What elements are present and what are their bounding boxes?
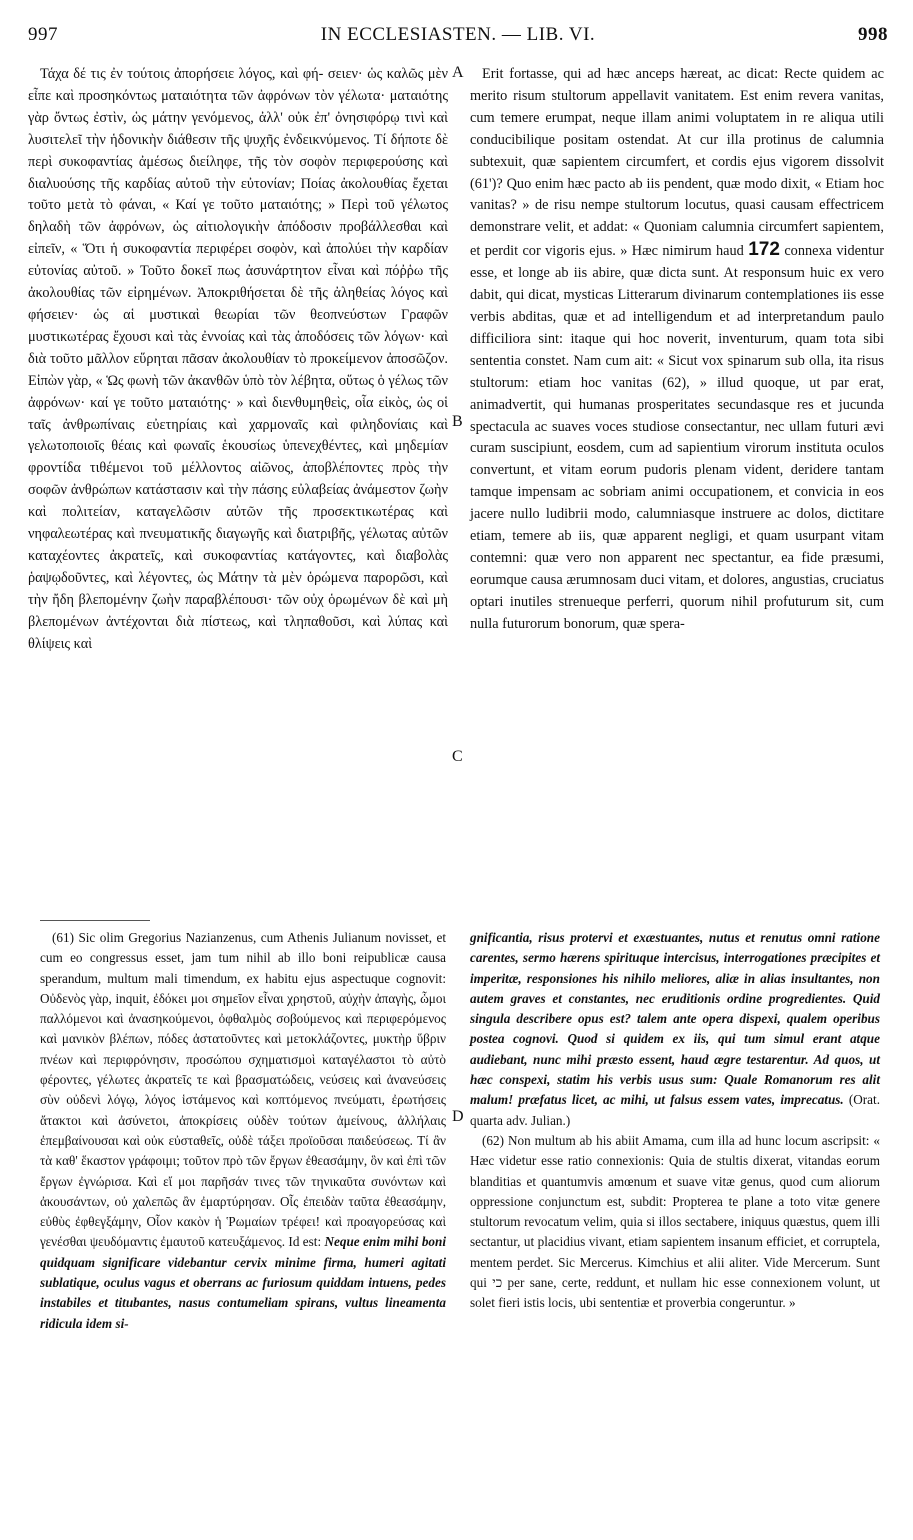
footnote-61-source: (Orat. quarta adv. Julian.)	[470, 1092, 880, 1128]
latin-text-part-2: connexa videntur esse, et longe ab iis abire, quæ dicta sunt. At responsum huic ex vero dabit, qui dicat, mysticas Litterarum divinarum contemplationes iis esse verbis abditas, quæ et ad intelligendum et ad interpretandum paulo difficiliora sint: itaque qui hoc noverit, inventurum, quam tota sibi sententia constet. Nam cum ait: « Sicut vox spinarum sub olla, ita risus stultorum: etiam hoc vanitas (62), » illud quoque, ut par erat, animadvertit, qui humanas prosperitates secundasque res et jucunda spectacula ac suaves voces studiose consectantur, nec ullam futuri ævi curam suscipiunt, eosdem, cum ad sapientium virorum instituta oculos convertunt, et vitam eorum pudoris plenam vident, deridere tantam tamque impensam ac sobriam animi occupationem, et convicia in eos jacere nullo ludibrii modo, calumniasque instruere ac dolos, dictitare etiam, temere ab iis, quæ apparent negligi, et quam usurpant vitam contemni: quæ vero non apparent nec spectantur, ea fide præsumi, eorumque causa ærumnosam duci vitam, et dolores, angustias, cruciatus optari inutiles strenueque perferri, quorum nihil profuturum sit, cum nulla futurorum bonorum, quæ spera-	[470, 243, 885, 632]
footnote-61	[40, 928, 446, 1334]
footnote-column-right	[470, 928, 880, 1518]
greek-text-column	[28, 64, 448, 844]
footnote-61-latin-end: gnificantia, risus protervi et exæstuantes, nutus et renutus omni ratione carentes, sermo hærens spirituque intercisus, interrogationes præcipites et imperitæ, responsiones his nihilo meliores, aliæ in alias insultantes, non autem graves et constantes, nec eruditionis ordine progredientes. Quid singula describere opus est? talem ante opera dispexi, qualem operibus postea cognovi. Quod si quidem ex iis, qui tum simul erant atque audiebant, nunc mihi præsto essent, haud ægre testarentur. Ad quos, ut hæc conspexi, statim his verbis usus sum: Quale Romanorum res alit malum! præfatus licet, ac mihi, ut falsus essem vates, imprecatus.	[470, 930, 880, 1108]
page-header	[28, 24, 888, 60]
footnote-61-continued	[470, 928, 880, 1131]
footnote-divider	[40, 920, 150, 921]
margin-marker-b: B	[452, 413, 463, 430]
latin-text-part-1: Erit fortasse, qui ad hæc anceps hæreat, ac dicat: Recte quidem ac merito risum stultorum appellavit vanitatem. Est enim revera vanitas, cum temere erumpat, neque illam animi voluptatem in re aliqua utili conducibilique positam ostendat. At cur illa protinus de calumnia subtexuit, quæ sapientem circumfert, et cordis ejus vigorem dissolvit (61')? Quo enim hæc pacto ab iis pendent, quæ modo dixit, « Etiam hoc vanitas? » de risu nempe stultorum locutus, quasi causam effectricem demonstrare velit, et addat: « Quoniam calumnia circumfert sapientem, et perdit cor vigoris ejus. » Hæc nimirum haud	[470, 66, 884, 260]
column-number: 172	[748, 239, 780, 261]
margin-marker-a: A	[452, 64, 464, 81]
greek-paragraph: Τάχα δέ τις ἐν τούτοις ἀπορήσειε λόγος, καὶ φή- σειεν· ὡς καλῶς μὲν εἶπε καὶ προσηκόντως ματαιότητα τῶν ἀφρόνων τὸν γέλωτα· ματαιότης γὰρ ὄντως ἐστὶν, ὡς μάτην γενόμενος, ἀλλ' οὐκ ἐπ' ὀνησιφόρῳ τινὶ καὶ λυσιτελεῖ τὴν ἡδονικὴν διάθεσιν τῆς ψυχῆς ἐνδεικνύμενος. Τί δήποτε δὲ περὶ συκοφαντίας ἀμέσως διείληφε, τῆς τὸν σοφὸν περιφερούσης καὶ διαλυούσης τῆς καρδίας αὐτοῦ τὴν εὐτονίαν; Ποίας ἀκολουθίας ἔχεται τοῦτο μετὰ τὸ φάναι, « Καί γε τοῦτο ματαιότης; » Περὶ τοῦ γέλωτος δηλαδὴ τῶν ἀφρόνων, ὡς αἰτιολογικὴν ἀπόδοσιν προβάλλεσθαι καὶ εἰπεῖν, « Ὅτι ἡ συκοφαντία περιφέρει σοφὸν, καὶ ἀπολύει τὴν καρδίαν εὐτονίας αὐτοῦ. » Τοῦτο δοκεῖ πως ἀσυνάρτητον εἶναι καὶ πόῤῥω τῆς ἀκολουθίας τῶν εἰρημένων. Ἀποκριθήσεται δὲ τῆς ἀληθείας λόγος καὶ φήσειεν· ὡς αἱ μυστικαὶ θεωρίαι τῶν θεοπνεύστων Γραφῶν μυστικωτέρας ἔχουσι καὶ τὰς ἐννοίας καὶ τὰς ἀποδόσεις τῶν λόγων· καὶ διὰ τοῦτο μᾶλλον εὕρηται πᾶσαν ἀκολουθίαν τὸ προκείμενον ἀποσῶζον. Εἰπὼν γὰρ, « Ὡς φωνὴ τῶν ἀκανθῶν ὑπὸ τὸν λέβητα, οὕτως ὁ γέλως τῶν ἀφρόνων· καί γε τοῦτο ματαιότης· » καὶ διενθυμηθεὶς, οἷα εἰκὸς, ὡς οἱ ταῖς ἀνθρωπίναις εὐετηρίαις καὶ χαρμοναῖς καὶ φιληδονίαις καὶ γελωτοποιοῖς θέαις καὶ φωναῖς ἑκουσίως ὑπενεχθέντες, καὶ μηδεμίαν φροντίδα τιθέμενοι τοῦ μέλλοντος αἰῶνος, ἀποβλέποντες πρὸς τὴν σοφῶν ἀνθρώπων κατάστασιν καὶ τὴν πάσης εὐλαβείας ἀνάμεστον ζωὴν καὶ πολιτείαν, καταγελῶσιν αὐτῶν τῆς προσεκτικωτέρας καὶ νηφαλεωτέρας καὶ πνευματικῆς διαγωγῆς καὶ διατριβῆς, γέλωτας αὐτῶν καταχέοντες ἀκρατεῖς, καὶ συκοφαντίας κατάγοντες, καὶ διαβολὰς ῥαψῳδοῦντες, καὶ λέγοντες, ὡς Μάτην τὰ μὲν ὁρώμενα παρορῶσι, καὶ τὴν ἤδη βλεπομένην ζωὴν παραβλέπουσι· τῶν οὐχ ὁρωμένων δὲ καὶ μὴ βλεπομένων ἀντέχονται διὰ πίστεως, καὶ τληπαθοῦσι, καὶ λύπας καὶ θλίψεις καὶ	[28, 66, 448, 652]
latin-paragraph	[470, 64, 884, 636]
margin-marker-c: C	[452, 748, 463, 765]
footnote-61-latin-start: Neque enim mihi boni quidquam significare videbantur cervix minime firma, humeri agitati sublatique, oculus vagus et oberrans ac furiosum quiddam intuens, pedes instabiles et titubantes, nasus contumeliam spirans, vultus lineamenta ridicula idem si-	[40, 1234, 447, 1331]
running-title: IN ECCLESIASTEN. — LIB. VI.	[320, 24, 596, 45]
page-number-left: 997	[28, 24, 58, 45]
footnote-62: (62) Non multum ab his abiit Amama, cum illa ad hunc locum ascripsit: « Hæc videtur esse ratio connexionis: Quia de stultis dixerat, vitandas eorum blanditias et quantumvis amœnum et suave vitæ genus, quod cum aliorum oppressione conjunctum est, subdit: Propterea te plane a toto vitæ genere stultorum revocatum velim, quia si illos sectabere, iniquus quæstus, quem illi sectantur, ut placidius vivant, etiam sapientem insanum efficiet, et corruptela, mentem perdet. Sic Mercerus. Kimchius et alii aliter. Vide Mercerum. Sunt qui כי per sane, certe, reddunt, et nullam hic esse connexionem volunt, ut solet fieri istis locis, ubi sententiæ et proverbia congeruntur. »	[470, 1132, 880, 1311]
margin-marker-d: D	[452, 1108, 464, 1125]
page-number-right: 998	[858, 24, 888, 45]
footnote-61-column-left	[40, 928, 446, 1508]
footnote-61-greek: (61) Sic olim Gregorius Nazianzenus, cum Athenis Julianum novisset, et cum eo congressus esset, jam tum nihil ab illo boni reipublicæ causa sperandum, multum mali timendum, ex habitu ejus aspectuque cognovit: Οὐδενὸς γὰρ, inquit, ἐδόκει μοι σημεῖον εἶναι χρηστοῦ, αὐχὴν ἀπαγὴς, ὦμοι παλλόμενοι καὶ ἀνασηκούμενοι, ὀφθαλμὸς σοβούμενος καὶ περιφερόμενος καὶ μανικὸν βλέπων, πόδες ἀστατοῦντες καὶ μετοκλάζοντες, μυκτὴρ ὕβριν πνέων καὶ περιφρόνησιν, προσώπου σχηματισμοὶ καταγέλαστοι τὸ αὐτὸ φέροντες, γέλωτες ἀκρατεῖς τε καὶ βρασματώδεις, νεύσεις καὶ ἀνανεύσεις σὺν οὐδενὶ λόγῳ, λόγος ἱστάμενος καὶ κοπτόμενος πνεύματι, ἐρωτήσεις ἄτακτοι καὶ ἀσύνετοι, ἀποκρίσεις οὐδὲν τούτων ἀμείνους, ἀλλήλαις ἐπεμβαίνουσαι καὶ οὐκ εὐσταθεῖς, οὐδὲ τάξει προϊοῦσαι παιδεύσεως. Τί ἂν τὰ καθ' ἕκαστον γράφοιμι; τοῦτον πρὸ τῶν ἔργων ἐθεασάμην, ὃν καὶ ἐπὶ τῶν ἔργων ἐγνώρισα. Καὶ εἴ μοι παρῆσάν τινες τῶν τηνικαῦτα συνόντων καὶ ἀκουσάντων, οὐ χαλεπῶς ἂν ἐμαρτύρησαν. Οἷς ἐπειδὰν ταῦτα ἐθεασάμην, εὐθὺς ἐφθεγξάμην, Οἷον κακὸν ἡ Ῥωμαίων τρέφει! καὶ προαγορεύσας καὶ γενέσθαι ψευδόμαντις ἐμαυτοῦ κατευξάμενος. Id est:	[40, 930, 446, 1250]
latin-text-column	[470, 64, 884, 844]
